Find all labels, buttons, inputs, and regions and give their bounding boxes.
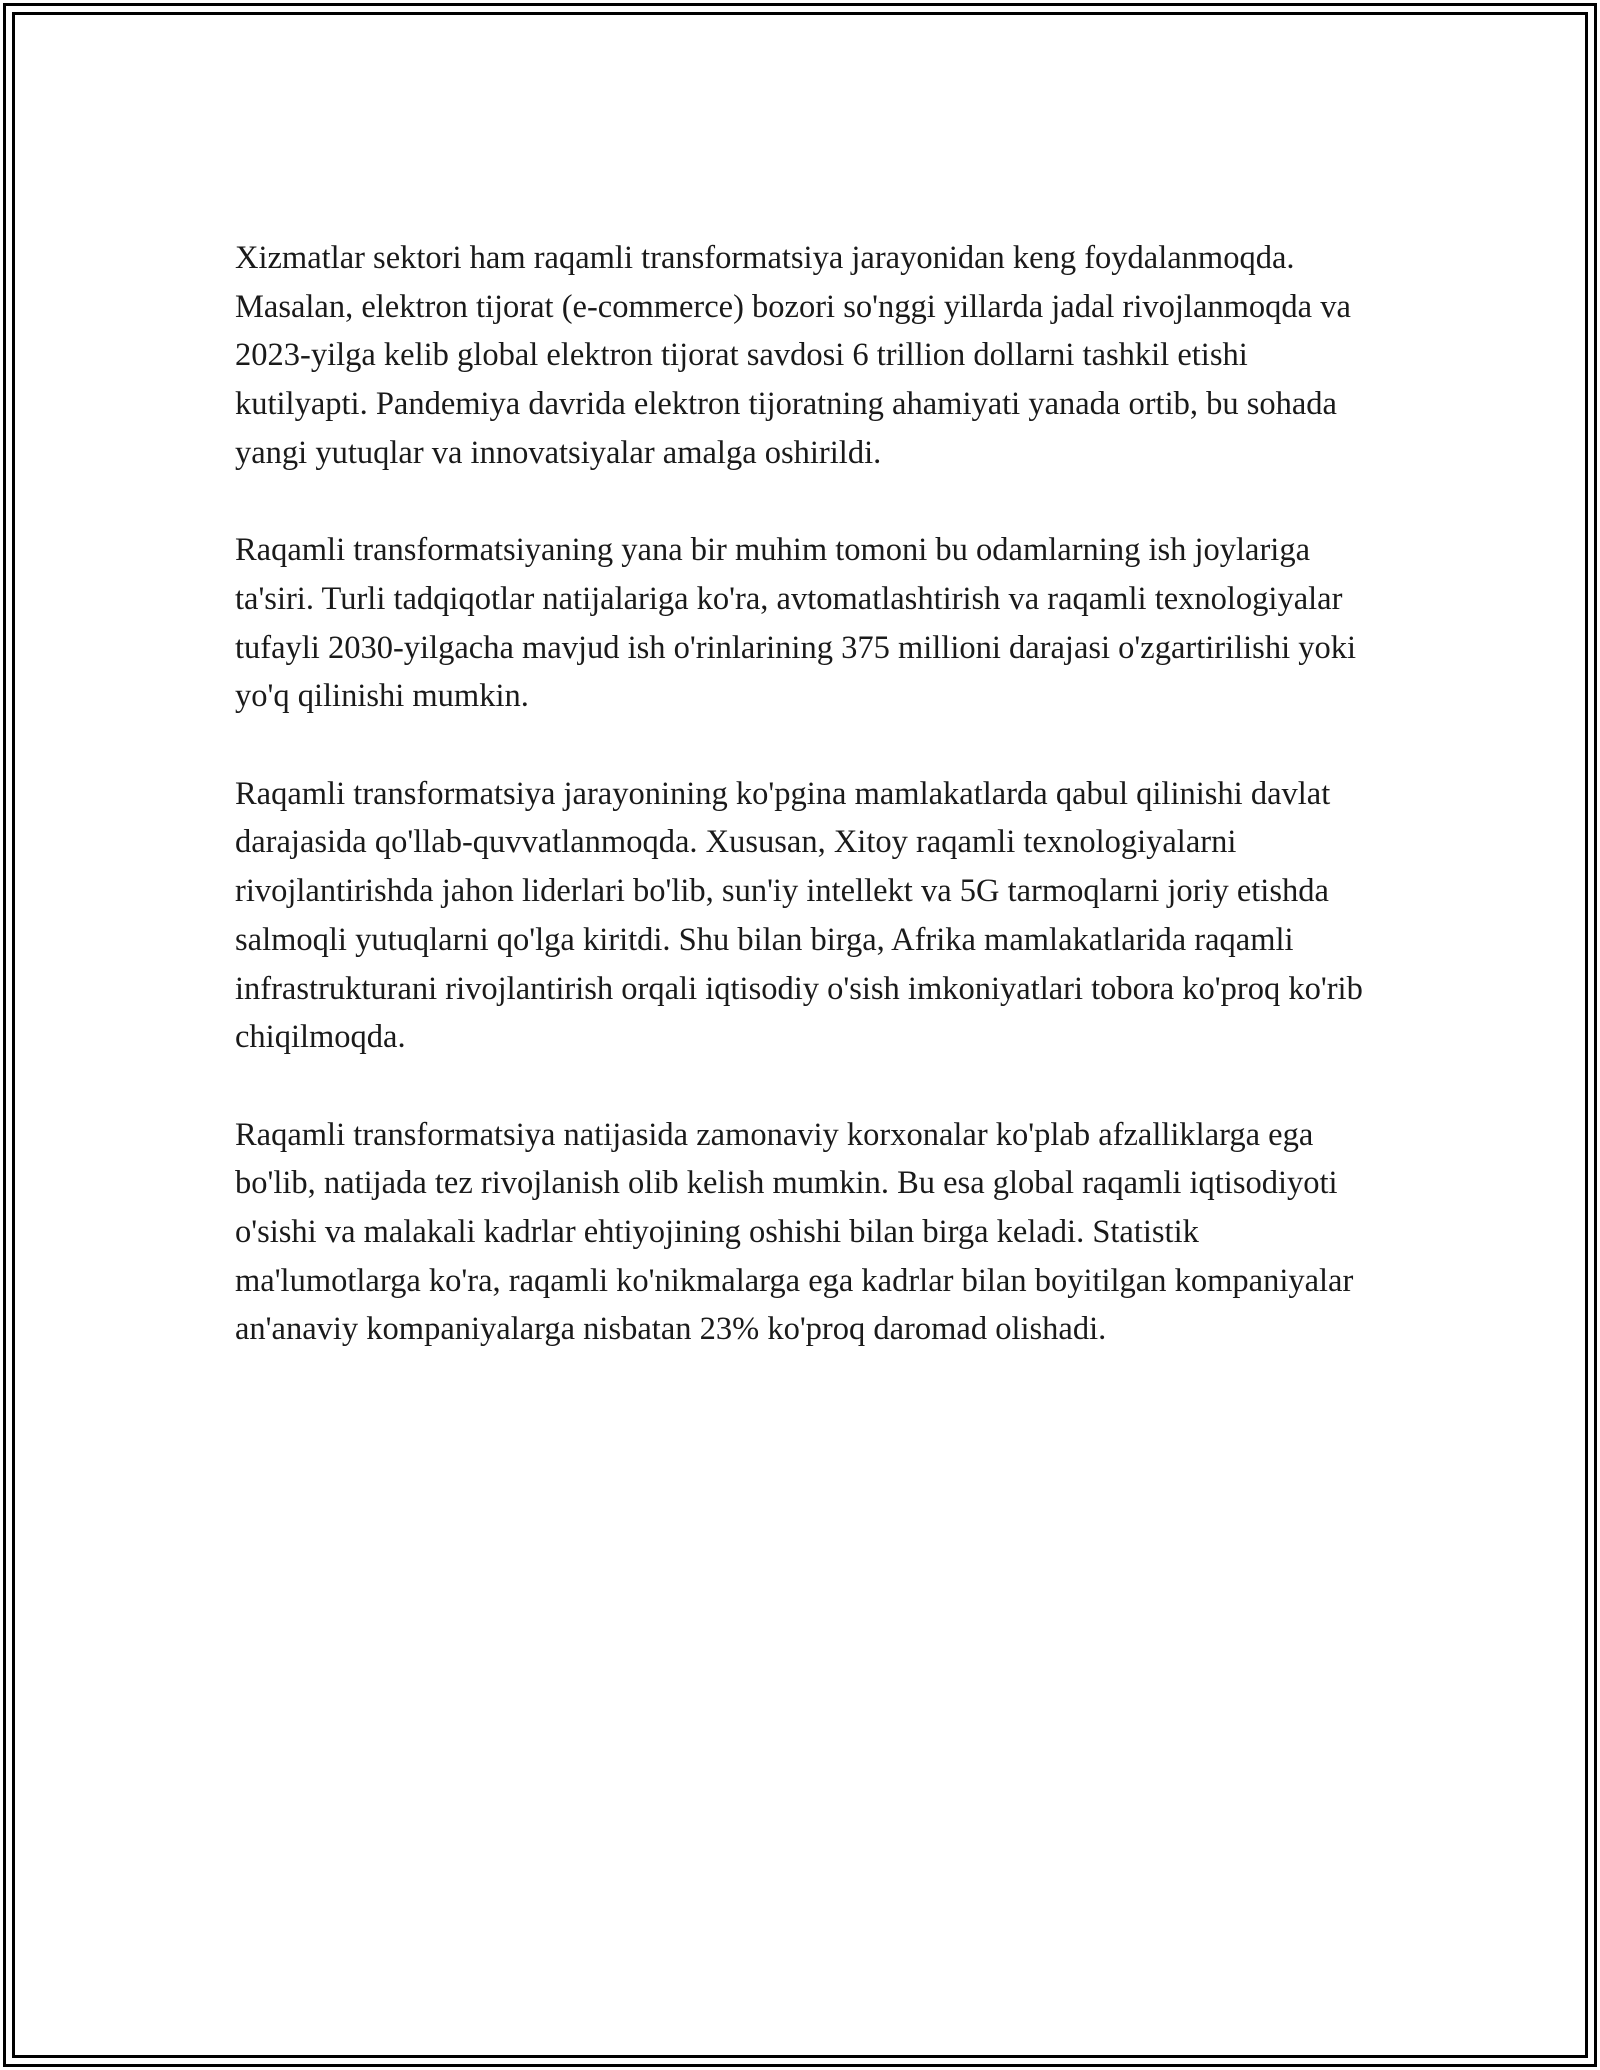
paragraph-state-support: Raqamli transformatsiya jarayonining ko'pgina mamlakatlarda qabul qilinishi davlat darajasida qo'llab-quvvatlanmoqda. Xususan, Xitoy raqamli texnologiyalarni rivojlantirishda jahon liderlari bo'lib, sun'iy intellekt va 5G tarmoqlarni joriy etishda salmoqli yutuqlarni qo'lga kiritdi. Shu bilan birga, Afrika mamlakatlarida raqamli infrastrukturani rivojlantirish orqali iqtisodiy o'sish imkoniyatlari tobora ko'proq ko'rib chiqilmoqda.: [235, 775, 1363, 1056]
paragraph-company-advantages: Raqamli transformatsiya natijasida zamonaviy korxonalar ko'plab afzalliklarga ega bo'lib, natijada tez rivojlanish olib kelish mumkin. Bu esa global raqamli iqtisodiyoti o'sishi va malakali kadrlar ehtiyojining oshishi bilan birga keladi. Statistik ma'lumotlarga ko'ra, raqamli ko'nikmalarga ega kadrlar bilan boyitilgan kompaniyalar an'anaviy kompaniyalarga nisbatan 23% ko'proq daromad olishadi.: [235, 1116, 1354, 1348]
paragraph-services-sector: Xizmatlar sektori ham raqamli transformatsiya jarayonidan keng foydalanmoqda. Masalan, elektron tijorat (e-commerce) bozori so'nggi yillarda jadal rivojlanmoqda va 2023-yilga kelib global elektron tijorat savdosi 6 trillion dollarni tashkil etishi kutilyapti. Pandemiya davrida elektron tijoratning ahamiyati yanada ortib, bu sohada yangi yutuqlar va innovatsiyalar amalga oshirildi.: [235, 240, 1351, 471]
document-body: [235, 234, 1365, 1403]
paragraph-jobs-impact: Raqamli transformatsiyaning yana bir muhim tomoni bu odamlarning ish joylariga ta'siri. Turli tadqiqotlar natijalariga ko'ra, avtomatlashtirish va raqamli texnologiyalar tufayli 2030-yilgacha mavjud ish o'rinlarining 375 millioni darajasi o'zgartirilishi yoki yo'q qilinishi mumkin.: [235, 532, 1357, 715]
